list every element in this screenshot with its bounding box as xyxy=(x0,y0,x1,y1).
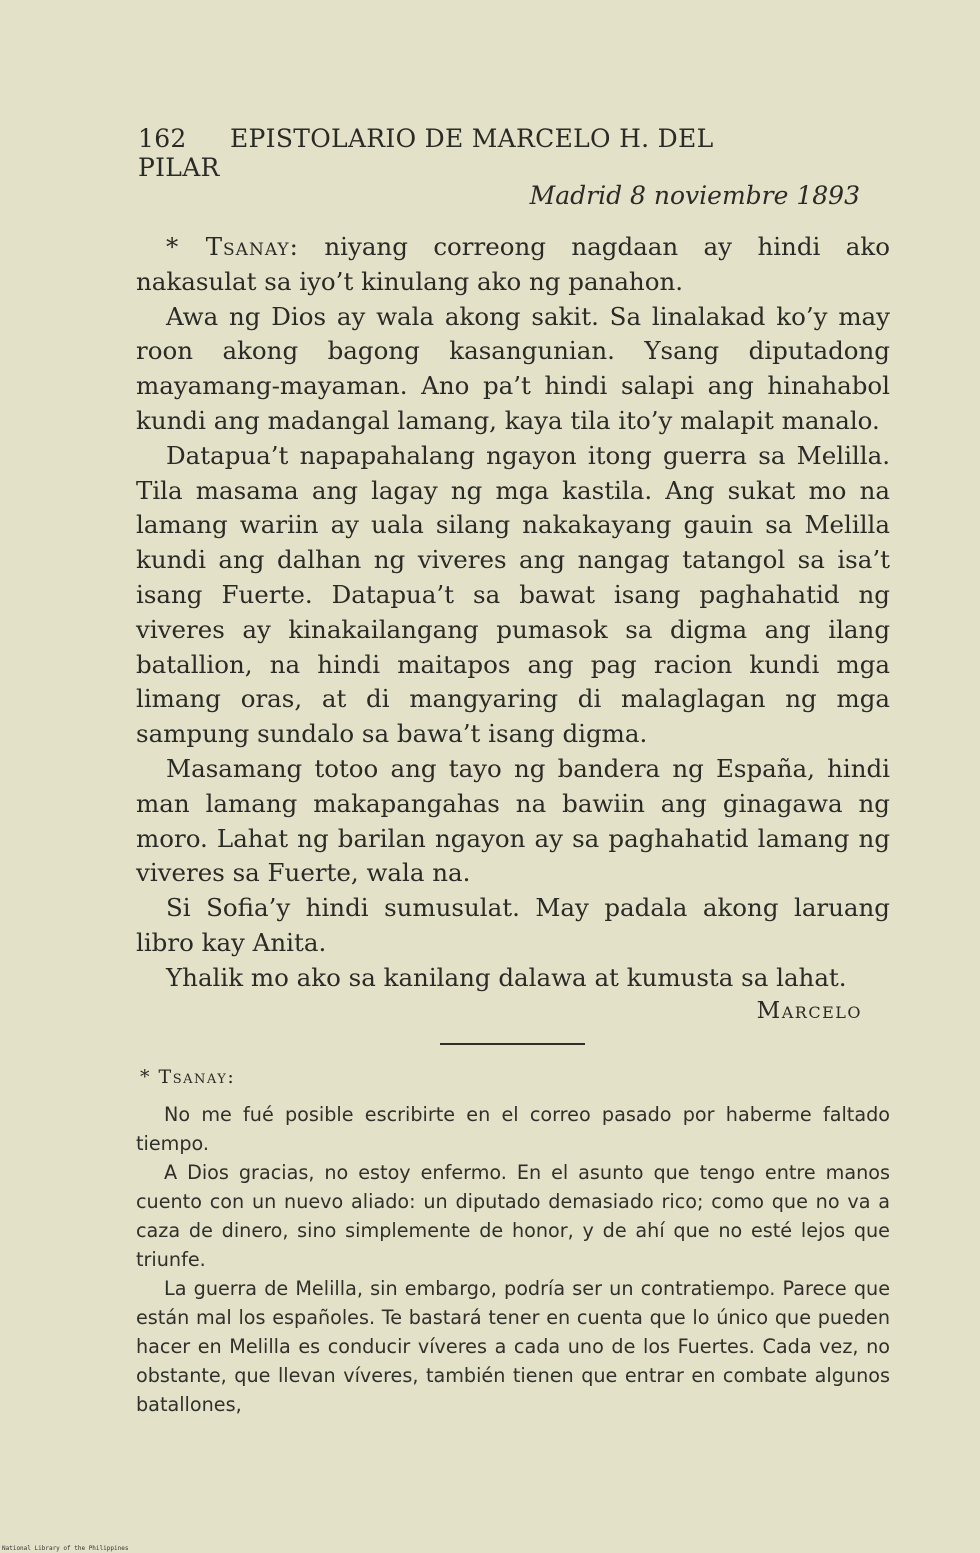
letter-paragraph: Masamang totoo ang tayo ng bandera ng España, hindi man lamang makapangahas na bawiin ang ginagawa ng moro. Lahat ng barilan ngayon ay sa paghahatid lamang ng viveres sa Fuerte, wala na. xyxy=(136,753,890,888)
library-credit: National Library of the Philippines xyxy=(2,1545,129,1552)
page-number: 162 xyxy=(138,124,187,153)
footnote-divider xyxy=(440,1043,585,1045)
footnote-heading: * Tsanay: xyxy=(140,1066,236,1088)
letter-body xyxy=(136,230,890,996)
letter-paragraph: Si Sofia’y hindi sumusulat. May padala akong laruang libro kay Anita. xyxy=(136,893,890,957)
running-header xyxy=(138,124,798,182)
footnote-paragraph: La guerra de Melilla, sin embargo, podría ser un contratiempo. Parece que están mal los españoles. Te bastará tener en cuenta que lo único que pueden hacer en Melilla es conducir víveres a cada uno de los Fuertes. Cada vez, no obstante, que llevan víveres, también tienen que entrar en combate algunos batallones, xyxy=(136,1277,890,1416)
letter-paragraph: Awa ng Dios ay wala akong sakit. Sa linalakad ko’y may roon akong bagong kasangunian. Ysang diputadong mayamang-mayaman. Ano pa’t hindi salapi ang hinahabol kundi ang madangal lamang, kaya tila ito’y malapit manalo. xyxy=(136,301,890,435)
letter-paragraph: Datapua’t napapahalang ngayon itong guerra sa Melilla. Tila masama ang lagay ng mga kastila. Ang sukat mo na lamang wariin ay uala silang nakakayang gauin sa Melilla kundi ang dalhan ng viveres ang nangag tatangol sa isa’t isang Fuerte. Datapua’t sa bawat isang paghahatid ng viveres ay kinakailangang pumasok sa digma ang ilang batallion, na hindi maitapos ang pag racion kundi mga limang oras, at di mangyaring di malaglagan ng mga sampung sundalo sa bawa’t isang digma. xyxy=(136,440,890,749)
running-title: EPISTOLARIO DE MARCELO H. DEL PILAR xyxy=(138,124,714,182)
footnote-translation xyxy=(136,1100,890,1419)
footnote-paragraph: A Dios gracias, no estoy enfermo. En el asunto que tengo entre manos cuento con un nuevo aliado: un diputado demasiado rico; como que no va a caza de dinero, sino simplemente de honor, y de ahí que no esté lejos que triunfe. xyxy=(136,1161,890,1271)
letter-dateline: Madrid 8 noviembre 1893 xyxy=(529,181,860,210)
letter-paragraph: * Tsanay: niyang correong nagdaan ay hindi ako nakasulat sa iyo’t kinulang ako ng panahon. xyxy=(136,232,890,296)
letter-paragraph: Yhalik mo ako sa kanilang dalawa at kumusta sa lahat. xyxy=(166,962,847,992)
footnote-paragraph: No me fué posible escribirte en el correo pasado por haberme faltado tiempo. xyxy=(136,1103,890,1155)
letter-salutation: * Tsanay: xyxy=(166,232,299,261)
letter-signature: Marcelo xyxy=(756,998,862,1024)
